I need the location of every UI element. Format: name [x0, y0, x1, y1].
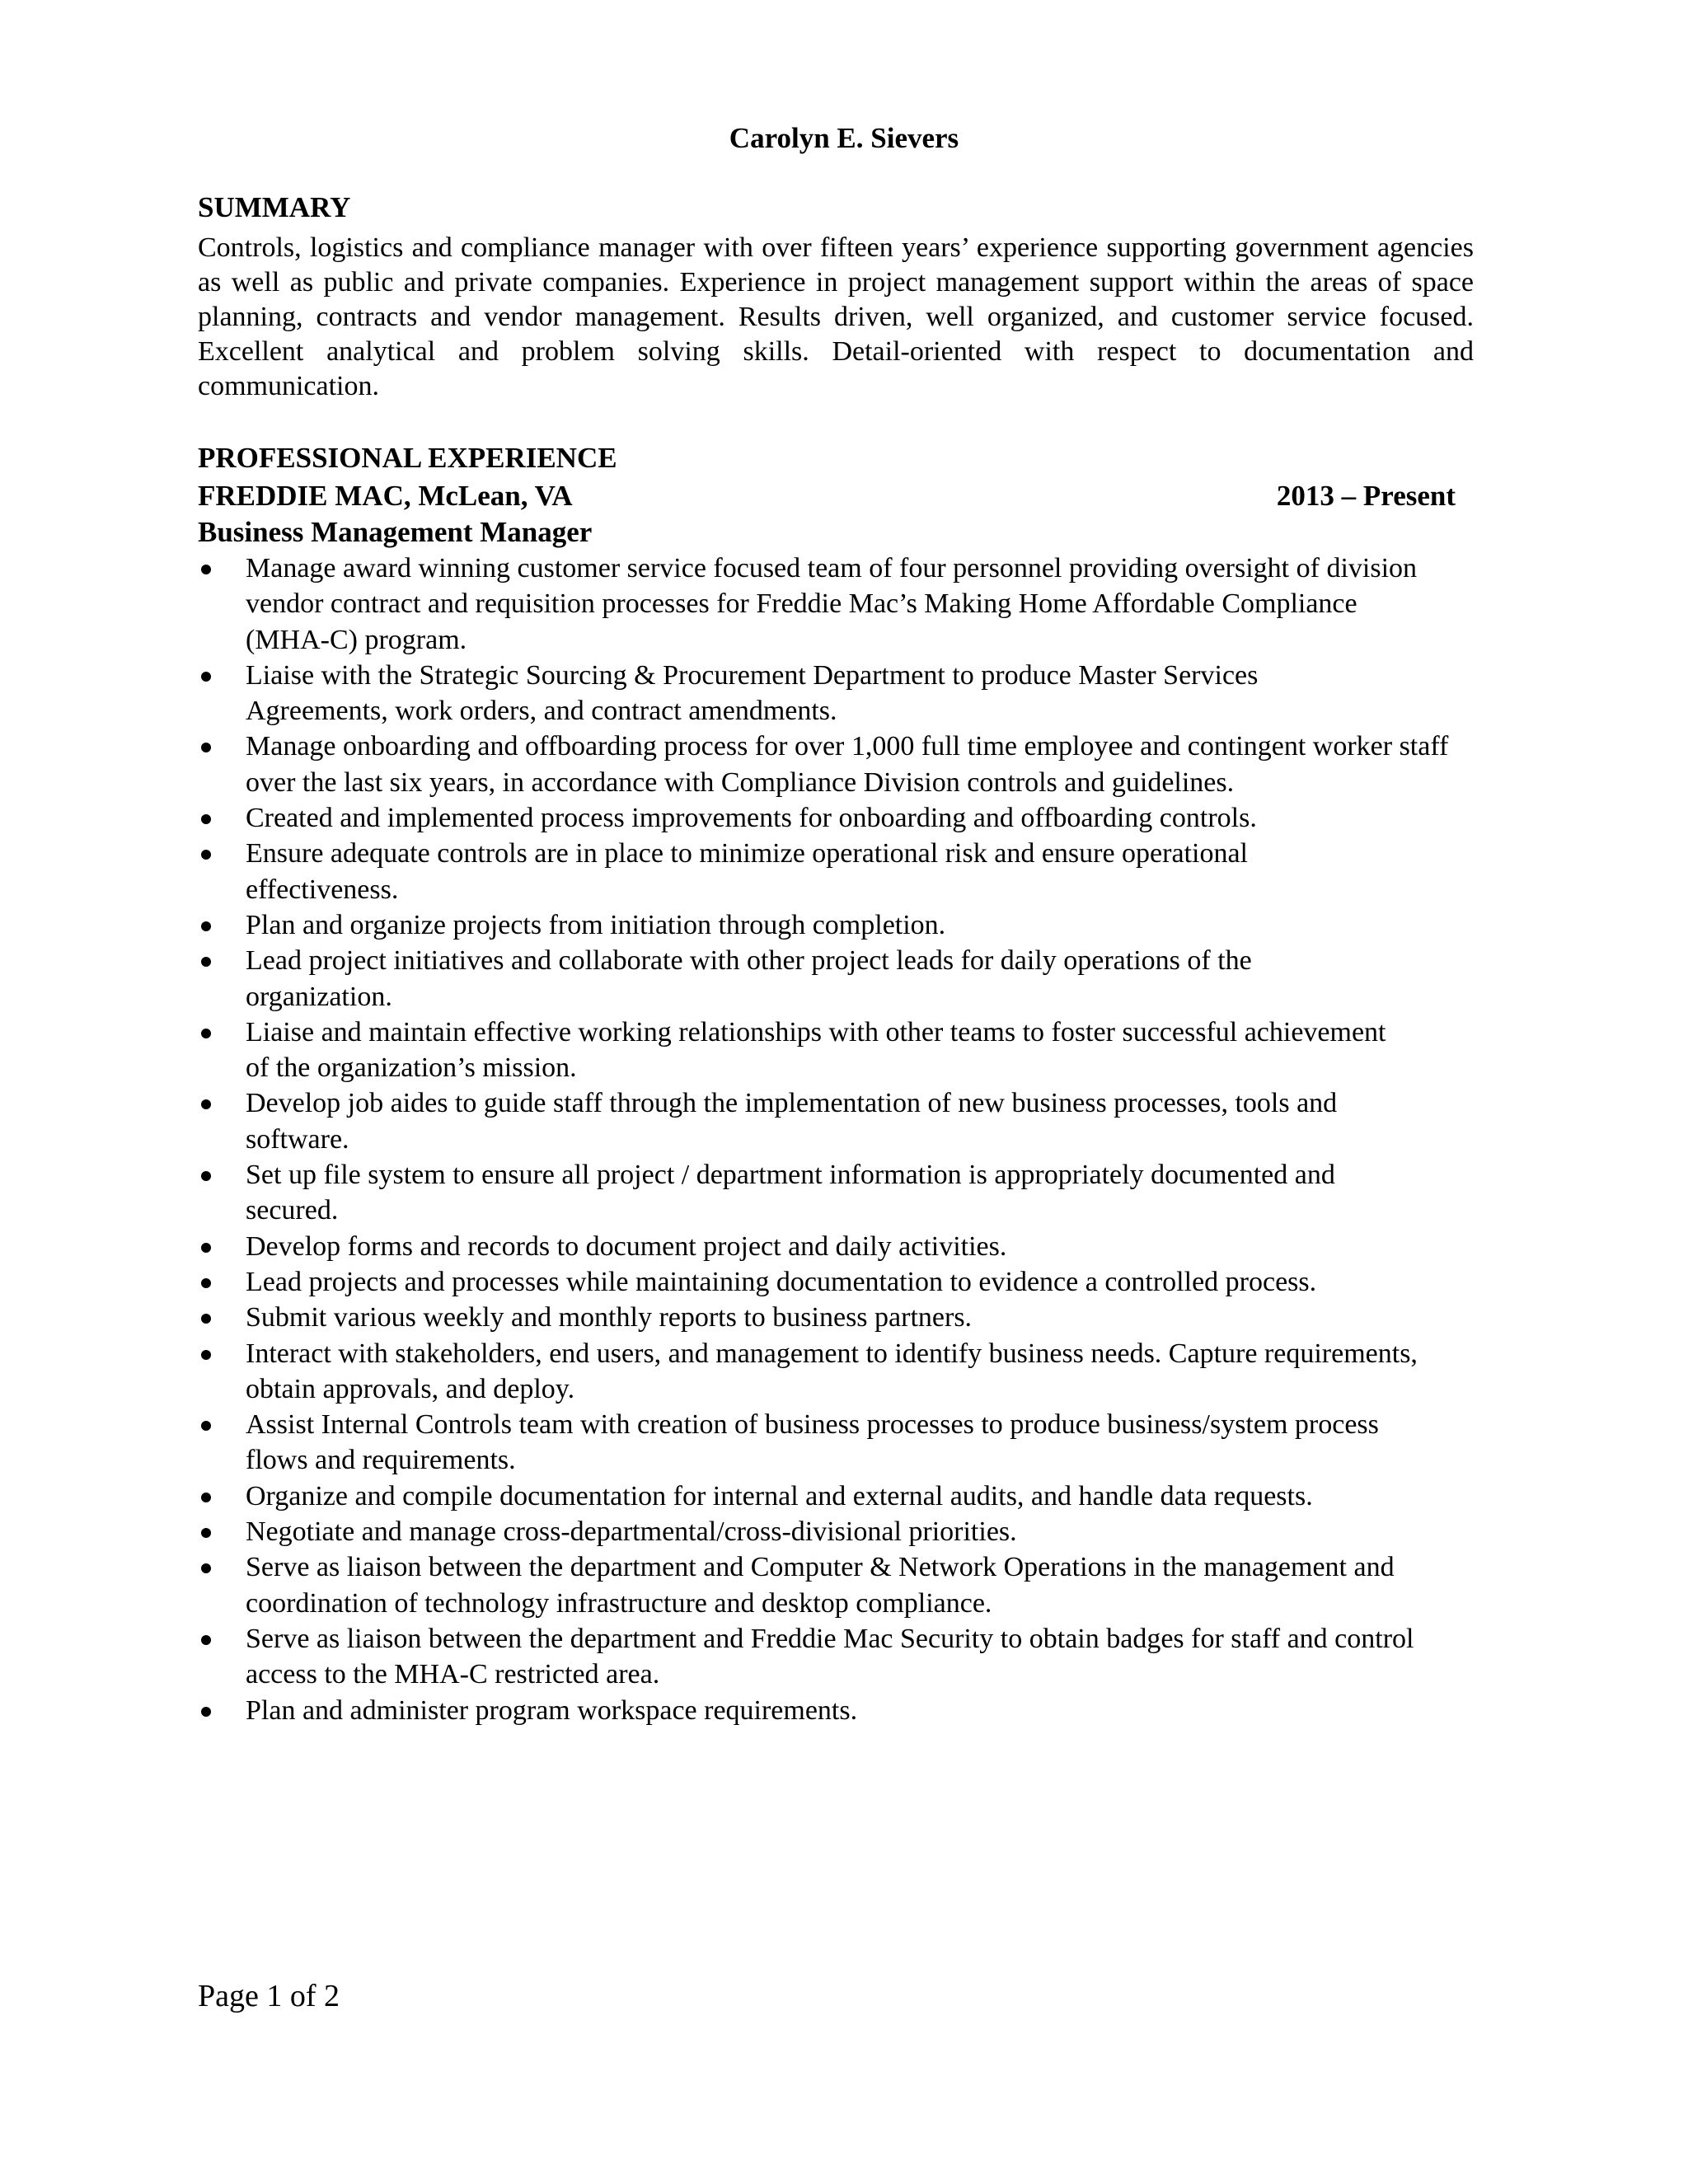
list-item: Develop forms and records to document project and daily activities. — [198, 1229, 1484, 1264]
bullet-icon — [201, 672, 211, 682]
employer-name: FREDDIE MAC, McLean, VA — [198, 480, 573, 512]
bullet-icon — [201, 1421, 211, 1431]
list-item: Serve as liaison between the department and Computer & Network Operations in the management and coordination of technology infrastructure and desktop compliance. — [198, 1549, 1400, 1621]
bullet-icon — [201, 1493, 211, 1502]
bullet-icon — [201, 1563, 211, 1573]
list-item: Submit various weekly and monthly reports to business partners. — [198, 1300, 1484, 1335]
job-position: Business Management Manager — [198, 516, 593, 548]
page-number: Page 1 of 2 — [198, 1979, 340, 2013]
list-item: Interact with stakeholders, end users, and management to identify business needs. Capture requirements, obtain approvals, and deploy. — [198, 1336, 1432, 1408]
list-item: Plan and organize projects from initiation through completion. — [198, 907, 1484, 943]
bullet-icon — [201, 1029, 211, 1038]
list-item: Liaise and maintain effective working relationships with other teams to foster successful achievement of the organization’s mission. — [198, 1015, 1400, 1086]
list-item: Set up file system to ensure all project / department information is appropriately documented and secured. — [198, 1157, 1432, 1229]
bullet-icon — [201, 1314, 211, 1324]
bullet-icon — [201, 1635, 211, 1645]
bullet-icon — [201, 565, 211, 574]
bullet-icon — [201, 921, 211, 931]
job-dates: 2013 – Present — [1276, 480, 1456, 512]
bullet-icon — [201, 814, 211, 824]
responsibility-list — [198, 551, 1484, 1728]
bullet-icon — [201, 1528, 211, 1538]
experience-heading: PROFESSIONAL EXPERIENCE — [198, 442, 617, 474]
bullet-icon — [201, 1350, 211, 1360]
candidate-name: Carolyn E. Sievers — [729, 122, 959, 154]
list-item: Develop job aides to guide staff through the implementation of new business processes, tools and software. — [198, 1085, 1432, 1157]
bullet-icon — [201, 1278, 211, 1288]
list-item: Manage onboarding and offboarding process for over 1,000 full time employee and contingent worker staff over the last six years, in accordance with Compliance Division controls and guidelines. — [198, 729, 1484, 800]
summary-paragraph: Controls, logistics and compliance manager with over fifteen years’ experience supporting government agencies as well as public and private companies. Experience in project management support within the areas of space planning, contracts and vendor management. Results driven, well organized, and customer service focused. Excellent analytical and problem solving skills. Detail-oriented with respect to documentation and communication. — [198, 232, 1474, 401]
summary-heading: SUMMARY — [198, 191, 351, 223]
bullet-icon — [201, 850, 211, 860]
list-item: Organize and compile documentation for internal and external audits, and handle data requests. — [198, 1479, 1484, 1514]
bullet-icon — [201, 1171, 211, 1181]
job-header — [198, 480, 1456, 513]
list-item: Manage award winning customer service focused team of four personnel providing oversight of division vendor contract and requisition processes for Freddie Mac’s Making Home Affordable Compliance (MHA-C) program. — [198, 551, 1432, 658]
bullet-icon — [201, 743, 211, 752]
list-item: Assist Internal Controls team with creation of business processes to produce business/system process flows and requirements. — [198, 1407, 1432, 1479]
list-item: Serve as liaison between the department and Freddie Mac Security to obtain badges for staff and control access to the MHA-C restricted area. — [198, 1621, 1432, 1693]
list-item: Plan and administer program workspace requirements. — [198, 1693, 1484, 1728]
list-item: Lead project initiatives and collaborate with other project leads for daily operations of the organization. — [198, 943, 1400, 1015]
list-item: Ensure adequate controls are in place to minimize operational risk and ensure operational effectiveness. — [198, 836, 1400, 907]
list-item: Negotiate and manage cross-departmental/cross-divisional priorities. — [198, 1514, 1484, 1549]
list-item: Lead projects and processes while maintaining documentation to evidence a controlled process. — [198, 1264, 1484, 1300]
bullet-icon — [201, 1099, 211, 1109]
list-item: Created and implemented process improvements for onboarding and offboarding controls. — [198, 800, 1484, 836]
bullet-icon — [201, 1707, 211, 1717]
bullet-icon — [201, 1243, 211, 1253]
list-item: Liaise with the Strategic Sourcing & Procurement Department to produce Master Services Agreements, work orders, and contract amendments. — [198, 658, 1400, 729]
bullet-icon — [201, 957, 211, 967]
